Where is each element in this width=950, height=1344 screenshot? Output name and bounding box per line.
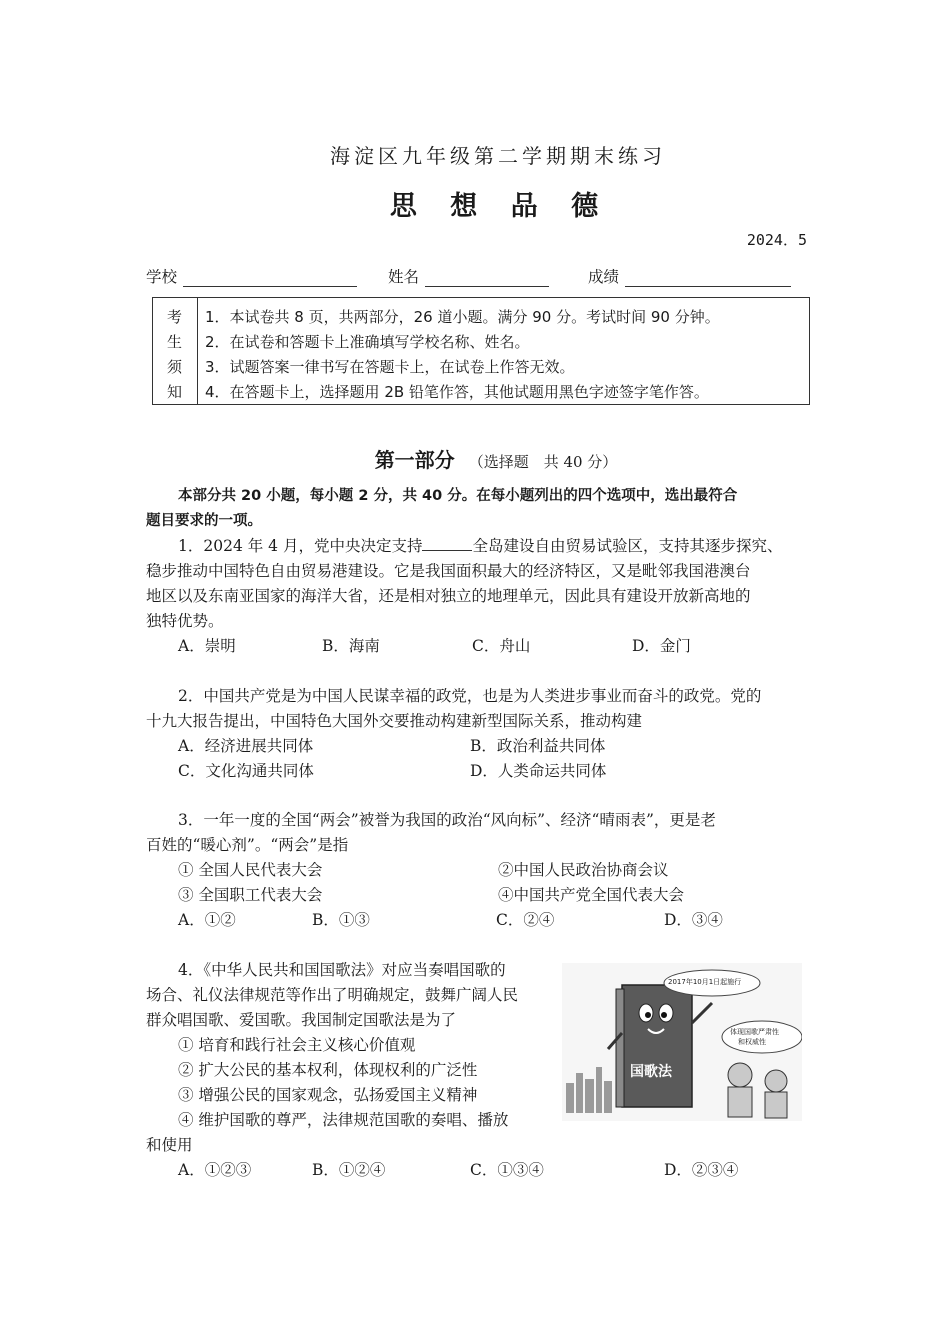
section-heading [0, 444, 950, 473]
book-character-icon [608, 985, 712, 1107]
city-skyline-icon [566, 1067, 612, 1113]
school-field [146, 265, 357, 287]
statement-1: ① 全国人民代表大会 [178, 861, 323, 879]
q1-text: 1．2024 年 4 月，党中央决定支持 [178, 537, 423, 555]
bubble-text: 和权威性 [738, 1038, 766, 1046]
option-d[interactable]: D．金门 [632, 637, 691, 655]
q1-text: 地区以及东南亚国家的海洋大省，还是相对独立的地理单元，因此具有建设开放新高地的 [146, 587, 751, 605]
section-subtitle: （选择题 共 40 分） [468, 453, 618, 471]
option-c[interactable]: C．②④ [496, 911, 555, 929]
q1-text: 独特优势。 [146, 612, 224, 630]
school-input-line[interactable] [183, 270, 357, 287]
option-c[interactable]: C．文化沟通共同体 [178, 762, 314, 780]
notice-item: 2．在试卷和答题卡上准确填写学校名称、姓名。 [205, 333, 530, 351]
question-2-stem: 2．中国共产党是为中国人民谋幸福的政党，也是为人类进步事业而奋斗的政党。党的 [178, 687, 762, 705]
answer-blank [422, 536, 472, 551]
subject-title: 思 想 品 德 [389, 191, 611, 222]
statement-2: ②中国人民政治协商会议 [498, 861, 669, 879]
option-a[interactable]: A．①② [178, 911, 236, 929]
exam-title: 海淀区九年级第二学期期末练习 [330, 144, 666, 168]
option-d[interactable]: D．③④ [664, 911, 723, 929]
q4-text: 和使用 [146, 1136, 193, 1154]
notice-side-char: 考 [167, 308, 183, 326]
option-d[interactable]: D．②③④ [664, 1161, 739, 1179]
statement-4: ④中国共产党全国代表大会 [498, 886, 685, 904]
option-b[interactable]: B．海南 [322, 637, 380, 655]
notice-side-char: 知 [167, 383, 183, 401]
q4-text: 群众唱国歌、爱国歌。我国制定国歌法是为了 [146, 1011, 457, 1029]
name-label: 姓名 [388, 268, 420, 286]
notice-item: 1．本试卷共 8 页，共两部分，26 道小题。满分 90 分。考试时间 90 分钟。 [205, 308, 720, 326]
bubble-text: 体现国歌严肃性 [730, 1028, 779, 1036]
notice-item: 3．试题答案一律书写在答题卡上，在试卷上作答无效。 [205, 358, 575, 376]
name-field [388, 265, 549, 287]
section-instruction: 本部分共 20 小题，每小题 2 分，共 40 分。在每小题列出的四个选项中，选出最符合 [178, 488, 738, 504]
score-field [588, 265, 791, 287]
people-icon [728, 1063, 787, 1118]
notice-side-label [153, 298, 198, 404]
exam-date: 2024．5 [746, 231, 807, 249]
section-instruction: 题目要求的一项。 [146, 513, 262, 529]
question-3-stem: 3．一年一度的全国“两会”被誉为我国的政治“风向标”、经济“晴雨表”，更是老 [178, 811, 716, 829]
school-label: 学校 [146, 268, 178, 286]
option-b[interactable]: B．政治利益共同体 [470, 737, 606, 755]
q1-text: 稳步推动中国特色自由贸易港建设。它是我国面积最大的经济特区，又是毗邻我国港澳台 [146, 562, 751, 580]
notice-item: 4．在答题卡上，选择题用 2B 铅笔作答，其他试题用黑色字迹签字笔作答。 [205, 383, 709, 401]
statement-2: ② 扩大公民的基本权利，体现权利的广泛性 [178, 1061, 478, 1079]
bubble-text: 2017年10月1日起施行 [668, 978, 742, 986]
option-a[interactable]: A．经济进展共同体 [178, 737, 314, 755]
option-a[interactable]: A．①②③ [178, 1161, 252, 1179]
notice-side-char: 须 [167, 358, 183, 376]
score-label: 成绩 [588, 268, 620, 286]
statement-1: ① 培育和践行社会主义核心价值观 [178, 1036, 416, 1054]
question-1-stem [178, 534, 782, 559]
statement-4: ④ 维护国歌的尊严，法律规范国歌的奏唱、播放 [178, 1111, 509, 1129]
option-c[interactable]: C．①③④ [470, 1161, 544, 1179]
question-4-stem: 4．《中华人民共和国国歌法》对应当奏唱国歌的 [178, 961, 506, 979]
option-b[interactable]: B．①③ [312, 911, 370, 929]
book-label: 国歌法 [630, 1064, 672, 1080]
option-c[interactable]: C．舟山 [472, 637, 531, 655]
option-d[interactable]: D．人类命运共同体 [470, 762, 607, 780]
q4-text: 场合、礼仪法律规范等作出了明确规定，鼓舞广阔人民 [146, 986, 519, 1004]
national-anthem-law-illustration [562, 963, 802, 1121]
notice-side-char: 生 [167, 333, 183, 351]
option-a[interactable]: A．崇明 [178, 637, 236, 655]
statement-3: ③ 全国职工代表大会 [178, 886, 323, 904]
q2-text: 十九大报告提出，中国特色大国外交要推动构建新型国际关系，推动构建 [146, 712, 643, 730]
exam-notice-box [152, 297, 810, 405]
score-input-line[interactable] [625, 270, 791, 287]
option-b[interactable]: B．①②④ [312, 1161, 386, 1179]
name-input-line[interactable] [425, 270, 549, 287]
statement-3: ③ 增强公民的国家观念，弘扬爱国主义精神 [178, 1086, 478, 1104]
q1-text: 全岛建设自由贸易试验区，支持其逐步探究、 [472, 537, 783, 555]
q3-text: 百姓的“暖心剂”。“两会”是指 [146, 836, 349, 854]
section-title: 第一部分 [374, 448, 455, 472]
